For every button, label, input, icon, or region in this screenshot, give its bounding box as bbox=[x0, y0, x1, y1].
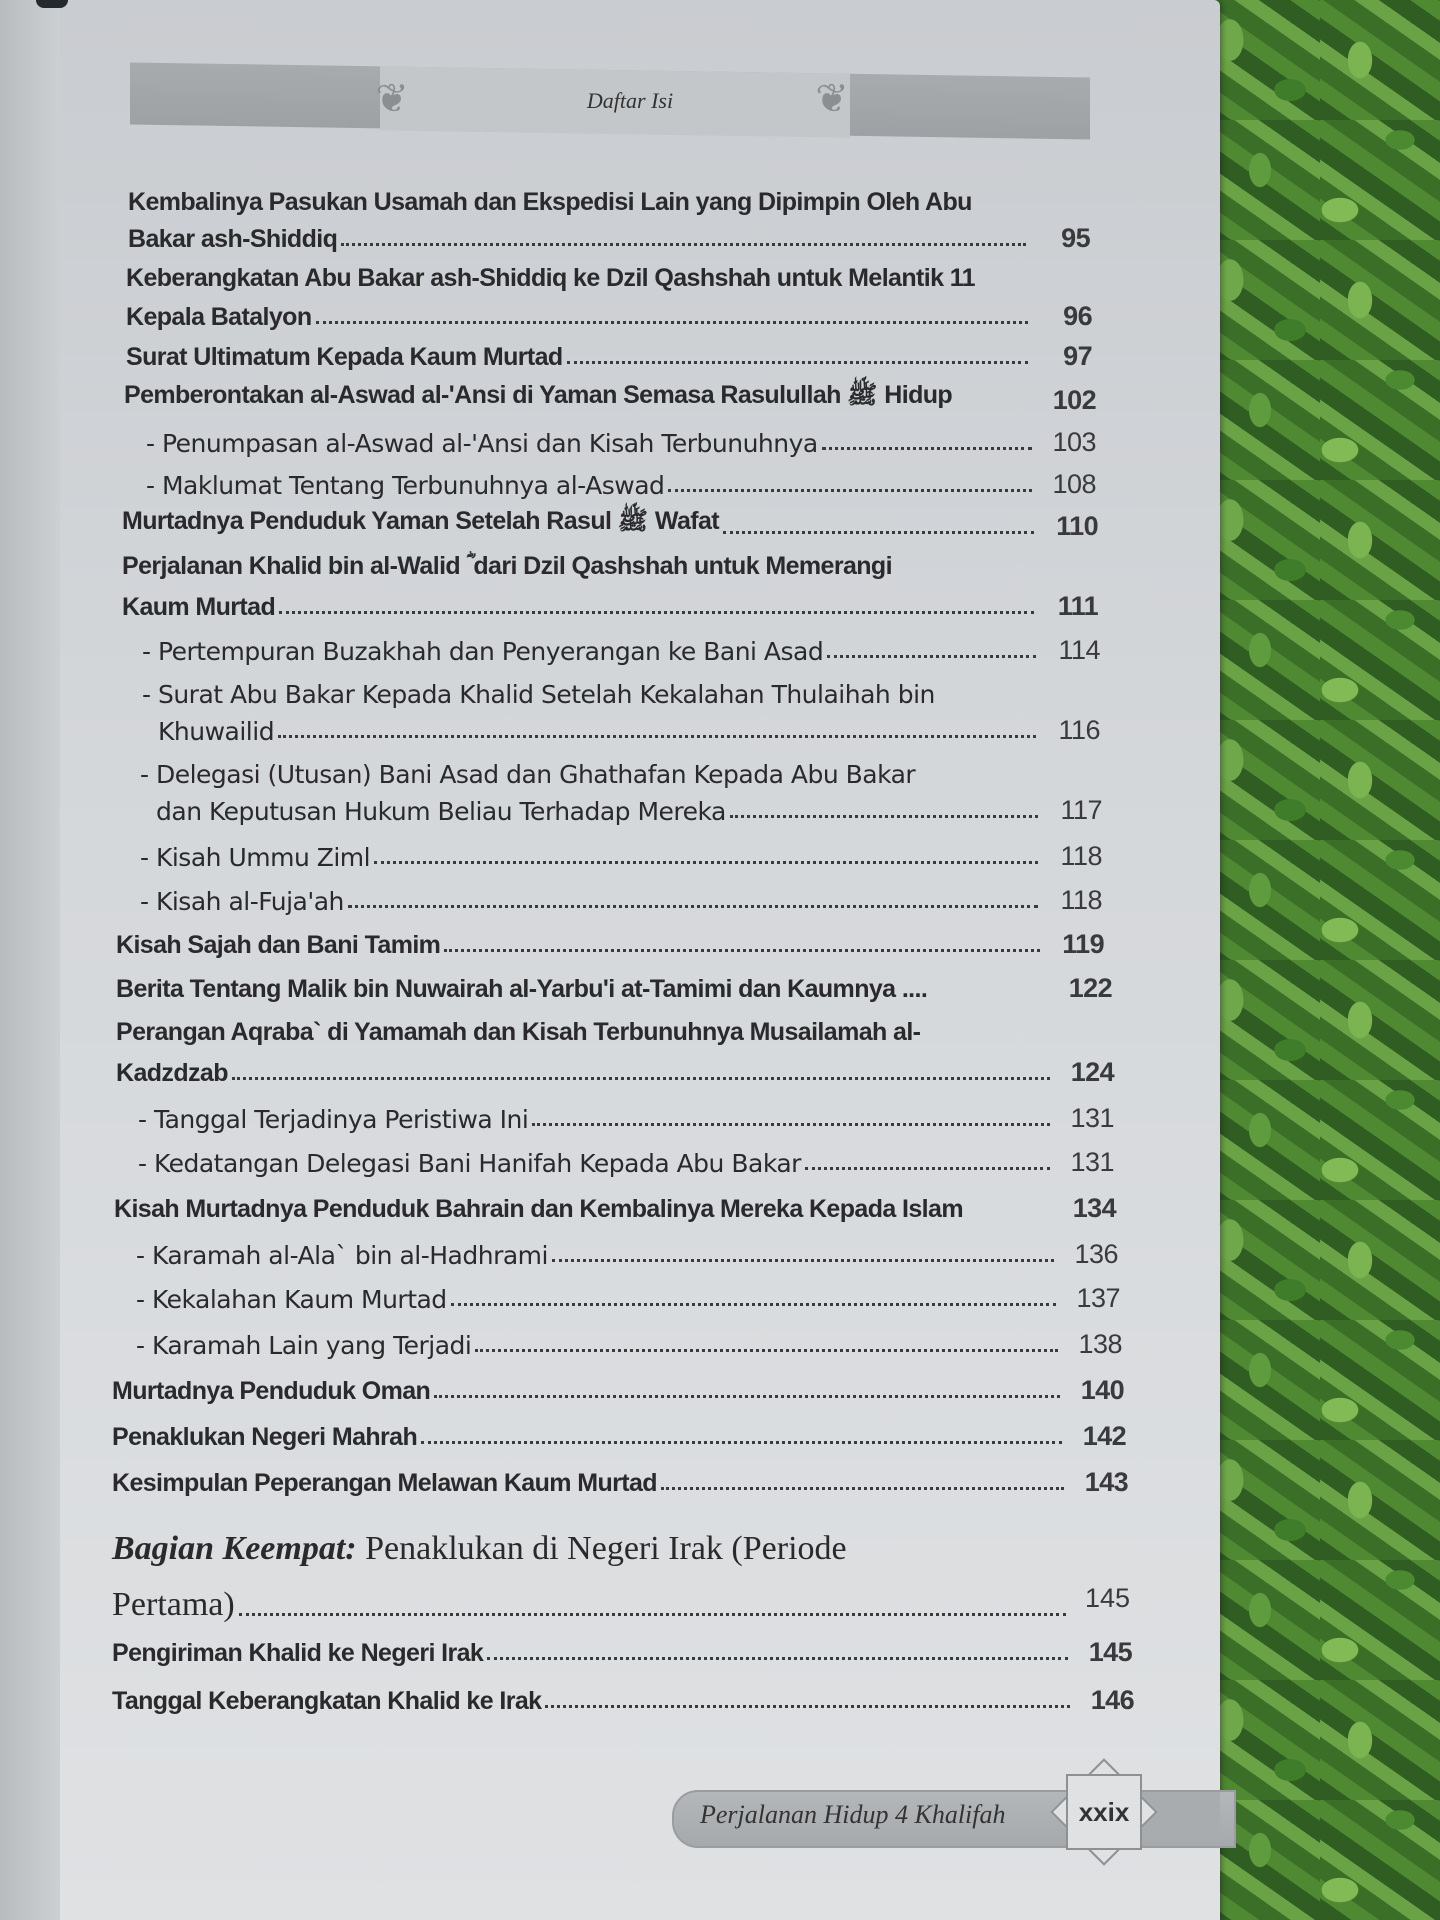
toc-entry[interactable] bbox=[122, 588, 1098, 622]
leader-dots bbox=[487, 1657, 1068, 1660]
toc-entry-title: - Kisah al-Fuja'ah bbox=[140, 887, 344, 916]
toc-entry[interactable] bbox=[116, 926, 1104, 960]
part-heading-text: Penaklukan di Negeri Irak (Periode bbox=[365, 1530, 847, 1567]
toc-subentry[interactable] bbox=[142, 632, 1100, 666]
toc-entry[interactable] bbox=[116, 1054, 1114, 1088]
toc-page-number: 124 bbox=[1070, 1057, 1114, 1087]
leader-dots bbox=[822, 447, 1032, 450]
leader-dots bbox=[279, 611, 1034, 614]
leader-dots bbox=[661, 1487, 1064, 1490]
toc-entry[interactable] bbox=[112, 1418, 1126, 1452]
toc-entry[interactable] bbox=[124, 382, 1096, 416]
toc-subentry[interactable] bbox=[146, 424, 1096, 458]
toc-subentry[interactable] bbox=[136, 1280, 1120, 1314]
toc-entry-title: Murtadnya Penduduk Yaman Setelah Rasul ﷺ Wafat bbox=[122, 507, 720, 535]
part-heading-title: Pertama) bbox=[112, 1586, 235, 1623]
corner-mark bbox=[36, 0, 68, 8]
toc-page-number: 122 bbox=[1068, 973, 1112, 1003]
toc-page-number: 114 bbox=[1058, 635, 1100, 665]
part-label: Bagian Keempat: bbox=[112, 1530, 357, 1567]
toc-subentry[interactable] bbox=[146, 466, 1096, 500]
toc-page-number: 119 bbox=[1062, 929, 1104, 959]
page-number: xxix bbox=[1078, 1797, 1130, 1827]
background-foliage bbox=[1200, 0, 1440, 1920]
toc-entry-title: Kepala Batalyon bbox=[126, 303, 312, 331]
page-edge bbox=[0, 0, 60, 1920]
leader-dots bbox=[374, 861, 1038, 864]
toc-entry-line1: - Delegasi (Utusan) Bani Asad dan Ghathafan Kepada Abu Bakar bbox=[140, 760, 916, 789]
toc-page-number: 95 bbox=[1061, 223, 1090, 253]
part-heading[interactable] bbox=[112, 1580, 1130, 1624]
toc-page-number: 103 bbox=[1052, 427, 1096, 457]
leader-dots bbox=[668, 489, 1032, 492]
toc-entry-title: Khuwailid bbox=[158, 717, 275, 746]
toc-page-number: 145 bbox=[1084, 1583, 1130, 1613]
toc-entry-title: - Tanggal Terjadinya Peristiwa Ini bbox=[138, 1105, 529, 1134]
toc-entry-title: - Kedatangan Delegasi Bani Hanifah Kepada Abu Bakar bbox=[138, 1149, 801, 1178]
leader-dots bbox=[278, 735, 1036, 738]
leader-dots bbox=[475, 1349, 1058, 1352]
toc-entry[interactable] bbox=[128, 220, 1090, 254]
toc-page-number: 118 bbox=[1060, 885, 1102, 915]
part-heading-line1 bbox=[112, 1530, 847, 1568]
leader-dots bbox=[567, 361, 1028, 364]
toc-subentry[interactable] bbox=[138, 1100, 1114, 1134]
toc-page-number: 138 bbox=[1078, 1329, 1122, 1359]
toc-entry-title: - Pertempuran Buzakhah dan Penyerangan ke Bani Asad bbox=[142, 637, 824, 666]
toc-entry[interactable] bbox=[112, 1464, 1128, 1498]
toc-entry-line1: Kembalinya Pasukan Usamah dan Ekspedisi Lain yang Dipimpin Oleh Abu bbox=[128, 188, 972, 216]
toc-page-number: 111 bbox=[1057, 591, 1098, 621]
toc-subentry[interactable] bbox=[136, 1326, 1122, 1360]
leader-dots bbox=[805, 1167, 1050, 1170]
toc-page-number: 140 bbox=[1080, 1375, 1124, 1405]
leader-dots bbox=[552, 1259, 1054, 1262]
toc-page-number: 137 bbox=[1076, 1283, 1120, 1313]
leader-dots bbox=[545, 1705, 1070, 1708]
toc-entry[interactable] bbox=[126, 338, 1092, 372]
toc-subentry[interactable] bbox=[140, 838, 1102, 872]
toc-page-number: 110 bbox=[1056, 511, 1098, 541]
leader-dots bbox=[316, 321, 1028, 324]
leader-dots bbox=[421, 1441, 1062, 1444]
toc-entry-title: Berita Tentang Malik bin Nuwairah al-Yarbu'i at-Tamimi dan Kaumnya .... bbox=[116, 975, 928, 1003]
toc-entry-title: - Penumpasan al-Aswad al-'Ansi dan Kisah Terbunuhnya bbox=[146, 429, 818, 458]
header-title: Daftar Isi bbox=[586, 88, 674, 113]
toc-entry-title: dan Keputusan Hukum Beliau Terhadap Mereka bbox=[156, 797, 726, 826]
toc-entry-title: - Maklumat Tentang Terbunuhnya al-Aswad bbox=[146, 471, 665, 500]
toc-entry-title: Kisah Murtadnya Penduduk Bahrain dan Kembalinya Mereka Kepada Islam bbox=[114, 1195, 963, 1223]
toc-page-number: 117 bbox=[1060, 795, 1102, 825]
toc-page-number: 97 bbox=[1063, 341, 1092, 371]
toc-entry[interactable] bbox=[122, 508, 1098, 542]
toc-page-number: 145 bbox=[1088, 1637, 1132, 1667]
toc-entry[interactable] bbox=[112, 1682, 1134, 1716]
toc-entry[interactable] bbox=[112, 1634, 1132, 1668]
toc-entry-title: Kaum Murtad bbox=[122, 593, 276, 621]
toc-subentry[interactable] bbox=[142, 712, 1100, 746]
toc-entry-title: Kesimpulan Peperangan Melawan Kaum Murtad bbox=[112, 1469, 657, 1497]
leader-dots bbox=[341, 243, 1026, 246]
footer-book-title: Perjalanan Hidup 4 Khalifah bbox=[700, 1800, 1006, 1829]
toc-entry-title: - Kisah Ummu Ziml bbox=[140, 843, 371, 872]
toc-entry-title: Bakar ash-Shiddiq bbox=[128, 225, 338, 253]
leader-dots bbox=[348, 905, 1038, 908]
toc-entry-title: - Karamah al-Ala` bin al-Hadhrami bbox=[136, 1241, 548, 1270]
toc-entry[interactable] bbox=[126, 298, 1092, 332]
leader-dots bbox=[239, 1613, 1066, 1616]
ornament-right-icon: ❦ bbox=[815, 76, 849, 122]
toc-entry[interactable] bbox=[114, 1190, 1116, 1224]
toc-page-number: 142 bbox=[1082, 1421, 1126, 1451]
toc-page-number: 136 bbox=[1074, 1239, 1118, 1269]
leader-dots bbox=[730, 815, 1038, 818]
toc-entry-title: Murtadnya Penduduk Oman bbox=[112, 1377, 431, 1405]
toc-entry-line1: - Surat Abu Bakar Kepada Khalid Setelah Kekalahan Thulaihah bin bbox=[142, 680, 935, 709]
toc-entry[interactable] bbox=[116, 970, 1112, 1004]
leader-dots bbox=[232, 1077, 1050, 1080]
leader-dots bbox=[723, 531, 1034, 534]
toc-page-number: 116 bbox=[1058, 715, 1100, 745]
toc-subentry[interactable] bbox=[140, 792, 1102, 826]
toc-page-number: 131 bbox=[1070, 1103, 1114, 1133]
toc-page-number: 118 bbox=[1060, 841, 1102, 871]
toc-subentry[interactable] bbox=[140, 882, 1102, 916]
toc-entry-title: Pemberontakan al-Aswad al-'Ansi di Yaman Semasa Rasulullah ﷺ Hidup bbox=[124, 381, 953, 409]
toc-entry-line1: Keberangkatan Abu Bakar ash-Shiddiq ke Dzil Qashshah untuk Melantik 11 bbox=[126, 264, 975, 292]
ornament-left-icon: ❦ bbox=[375, 76, 409, 122]
toc-page-number: 96 bbox=[1063, 301, 1092, 331]
toc-entry-title: Surat Ultimatum Kepada Kaum Murtad bbox=[126, 343, 563, 371]
toc-entry-title: - Kekalahan Kaum Murtad bbox=[136, 1285, 447, 1314]
leader-dots bbox=[827, 655, 1036, 658]
toc-entry-title: Pengiriman Khalid ke Negeri Irak bbox=[112, 1639, 484, 1667]
leader-dots bbox=[451, 1303, 1056, 1306]
toc-entry-title: Penaklukan Negeri Mahrah bbox=[112, 1423, 418, 1451]
toc-subentry[interactable] bbox=[136, 1236, 1118, 1270]
toc-page-number: 134 bbox=[1072, 1193, 1116, 1223]
toc-page-number: 146 bbox=[1090, 1685, 1134, 1715]
toc-entry-title: Kisah Sajah dan Bani Tamim bbox=[116, 931, 441, 959]
toc-entry-title: Tanggal Keberangkatan Khalid ke Irak bbox=[112, 1687, 542, 1715]
leader-dots bbox=[444, 949, 1040, 952]
leader-dots bbox=[532, 1123, 1050, 1126]
toc-entry-line1: Perjalanan Khalid bin al-Walid ؓ dari Dzil Qashshah untuk Memerangi bbox=[122, 552, 892, 580]
toc-page-number: 102 bbox=[1052, 385, 1096, 415]
toc-page-number: 108 bbox=[1052, 469, 1096, 499]
leader-dots bbox=[434, 1395, 1060, 1398]
toc-page-number: 143 bbox=[1084, 1467, 1128, 1497]
toc-entry[interactable] bbox=[112, 1372, 1124, 1406]
toc-entry-line1: Perangan Aqraba` di Yamamah dan Kisah Terbunuhnya Musailamah al- bbox=[116, 1018, 921, 1046]
toc-subentry[interactable] bbox=[138, 1144, 1114, 1178]
toc-entry-title: Kadzdzab bbox=[116, 1059, 228, 1087]
toc-page-number: 131 bbox=[1070, 1147, 1114, 1177]
toc-entry-title: - Karamah Lain yang Terjadi bbox=[136, 1331, 472, 1360]
